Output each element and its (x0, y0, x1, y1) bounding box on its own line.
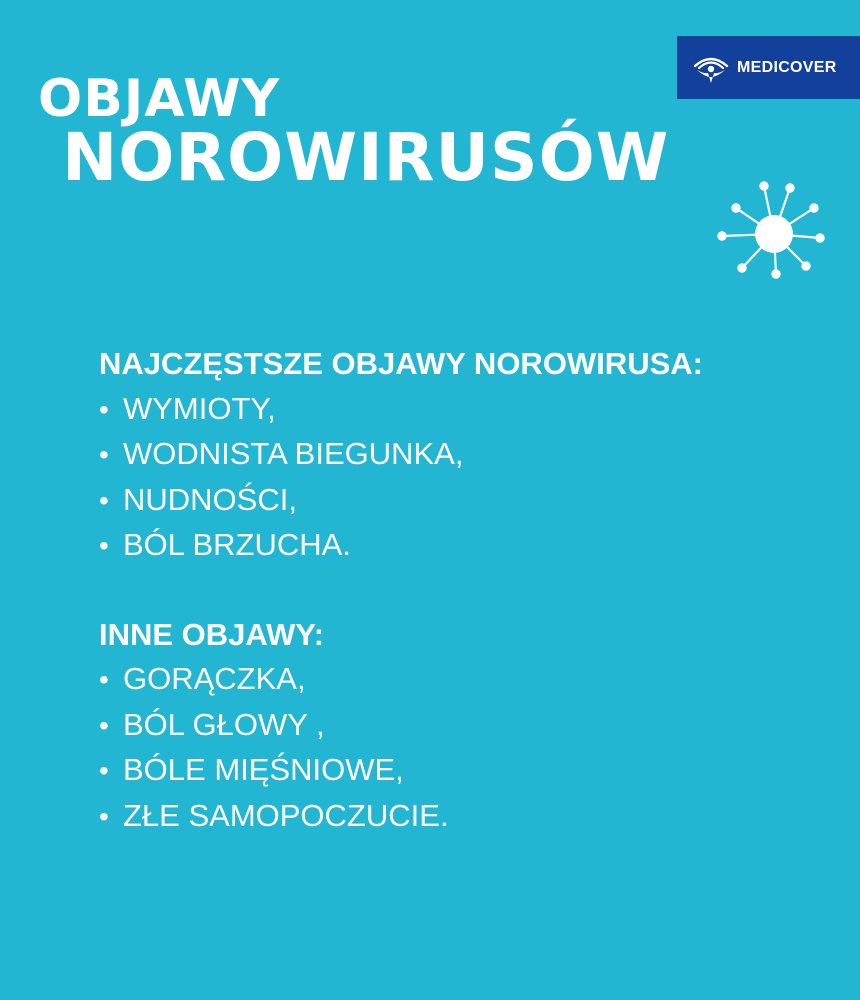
list-item (99, 657, 839, 703)
title-line-1: OBJAWY (38, 69, 281, 129)
list-item-text: WODNISTA BIEGUNKA, (123, 436, 464, 471)
list-item (99, 748, 839, 794)
list-item-text: NUDNOŚCI, (123, 481, 297, 517)
bullet-icon: • (99, 755, 109, 786)
section-heading-other: INNE OBJAWY: (99, 616, 325, 652)
list-item (99, 432, 839, 478)
title-line-2: NOROWIRUSÓW (62, 119, 670, 196)
list-item-text: ZŁE SAMOPOCZUCIE. (123, 797, 449, 833)
section-spacer (99, 569, 839, 613)
list-item-text: BÓL GŁOWY , (123, 706, 325, 742)
list-item (99, 703, 839, 749)
bullet-icon: • (99, 800, 109, 832)
list-item-text: GORĄCZKA, (123, 661, 306, 696)
section-heading-common: NAJCZĘSTSZE OBJAWY NOROWIRUSA: (99, 346, 703, 381)
list-item (99, 387, 839, 433)
section-other (99, 613, 839, 840)
list-item (99, 523, 839, 569)
list-item-text: BÓLE MIĘŚNIOWE, (123, 752, 404, 787)
other-symptoms-list (99, 657, 839, 839)
section-common (99, 342, 839, 569)
common-symptoms-list (99, 387, 839, 569)
medicover-logo-icon (691, 50, 731, 86)
bullet-icon: • (99, 530, 109, 561)
list-item-text: BÓL BRZUCHA. (123, 527, 351, 562)
virus-icon (714, 178, 826, 290)
bullet-icon: • (99, 439, 109, 470)
list-item (99, 794, 839, 840)
symptoms-content (99, 342, 839, 839)
list-item-text: WYMIOTY, (123, 390, 276, 426)
bullet-icon: • (99, 709, 109, 741)
list-item (99, 478, 839, 524)
logo-text: MEDICOVER (737, 58, 837, 76)
bullet-icon: • (99, 484, 109, 516)
bullet-icon: • (99, 664, 109, 695)
bullet-icon: • (99, 393, 109, 425)
medicover-logo (677, 36, 860, 99)
